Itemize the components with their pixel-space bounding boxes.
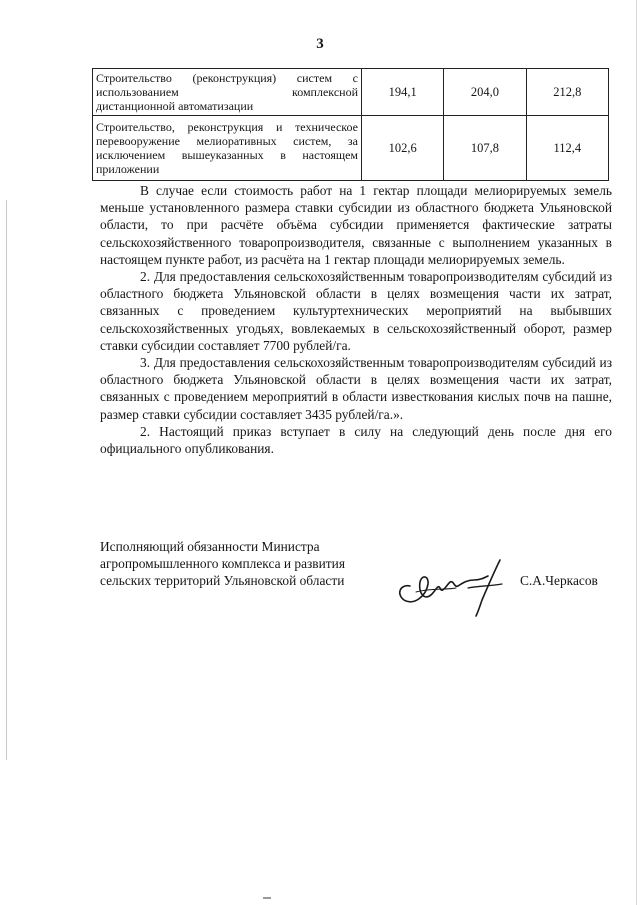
table-cell-description: Строительство, реконструкция и техническое перевооружение мелиоративных систем, за исключением вышеуказанных в настоящем приложении (93, 116, 362, 181)
subsidy-rates-table (92, 68, 609, 181)
paragraph-entry-into-force: 2. Настоящий приказ вступает в силу на следующий день после дня его официального опубликования. (100, 423, 612, 457)
table-cell-value: 204,0 (444, 69, 526, 116)
table-cell-value: 107,8 (444, 116, 526, 181)
paragraph-cost-rule: В случае если стоимость работ на 1 гектар площади мелиорируемых земель меньше установленного размера ставки субсидии из областного бюджета Ульяновской области, то при расчёте объёма субсидии применяется фактические затраты сельскохозяйственного товаропроизводителя, связанные с выполнением указанных в настоящем пункте работ, из расчёта на 1 гектар площади мелиорируемых земель. (100, 183, 612, 267)
paragraph-cultural-technical: 2. Для предоставления сельскохозяйственным товаропроизводителям субсидий из областного бюджета Ульяновской области в целях возмещения части их затрат, связанных с проведением культуртехнических мероприятий на выбывших сельскохозяйственных угодьях, вовлекаемых в сельскохозяйственный оборот, размер ставки субсидии составляет 7700 рублей/га. (100, 269, 612, 353)
table-cell-value: 212,8 (526, 69, 608, 116)
signer-name: С.А.Черкасов (520, 573, 598, 588)
table-row (93, 69, 609, 116)
paragraph-liming: 3. Для предоставления сельскохозяйственным товаропроизводителям субсидий из областного бюджета Ульяновской области в целях возмещения части их затрат, связанных с проведением мероприятий в области известкования кислых почв на пашне, размер ставки субсидии составляет 3435 рублей/га.». (100, 355, 612, 422)
page-number: 3 (316, 36, 324, 52)
table-cell-description: Строительство (реконструкция) систем с использованием комплексной дистанционной автоматизации (93, 69, 362, 116)
scan-artifact (263, 897, 271, 899)
scan-right-edge (636, 0, 637, 905)
signatory-title: Исполняющий обязанности Министра агропромышленного комплекса и развития сельских территорий Ульяновской области (100, 539, 345, 589)
table-row (93, 116, 609, 181)
table-cell-value: 112,4 (526, 116, 608, 181)
table-cell-value: 194,1 (362, 69, 444, 116)
scan-edge-line (6, 200, 7, 760)
order-text (100, 182, 612, 457)
table-cell-value: 102,6 (362, 116, 444, 181)
handwritten-signature (396, 558, 516, 618)
